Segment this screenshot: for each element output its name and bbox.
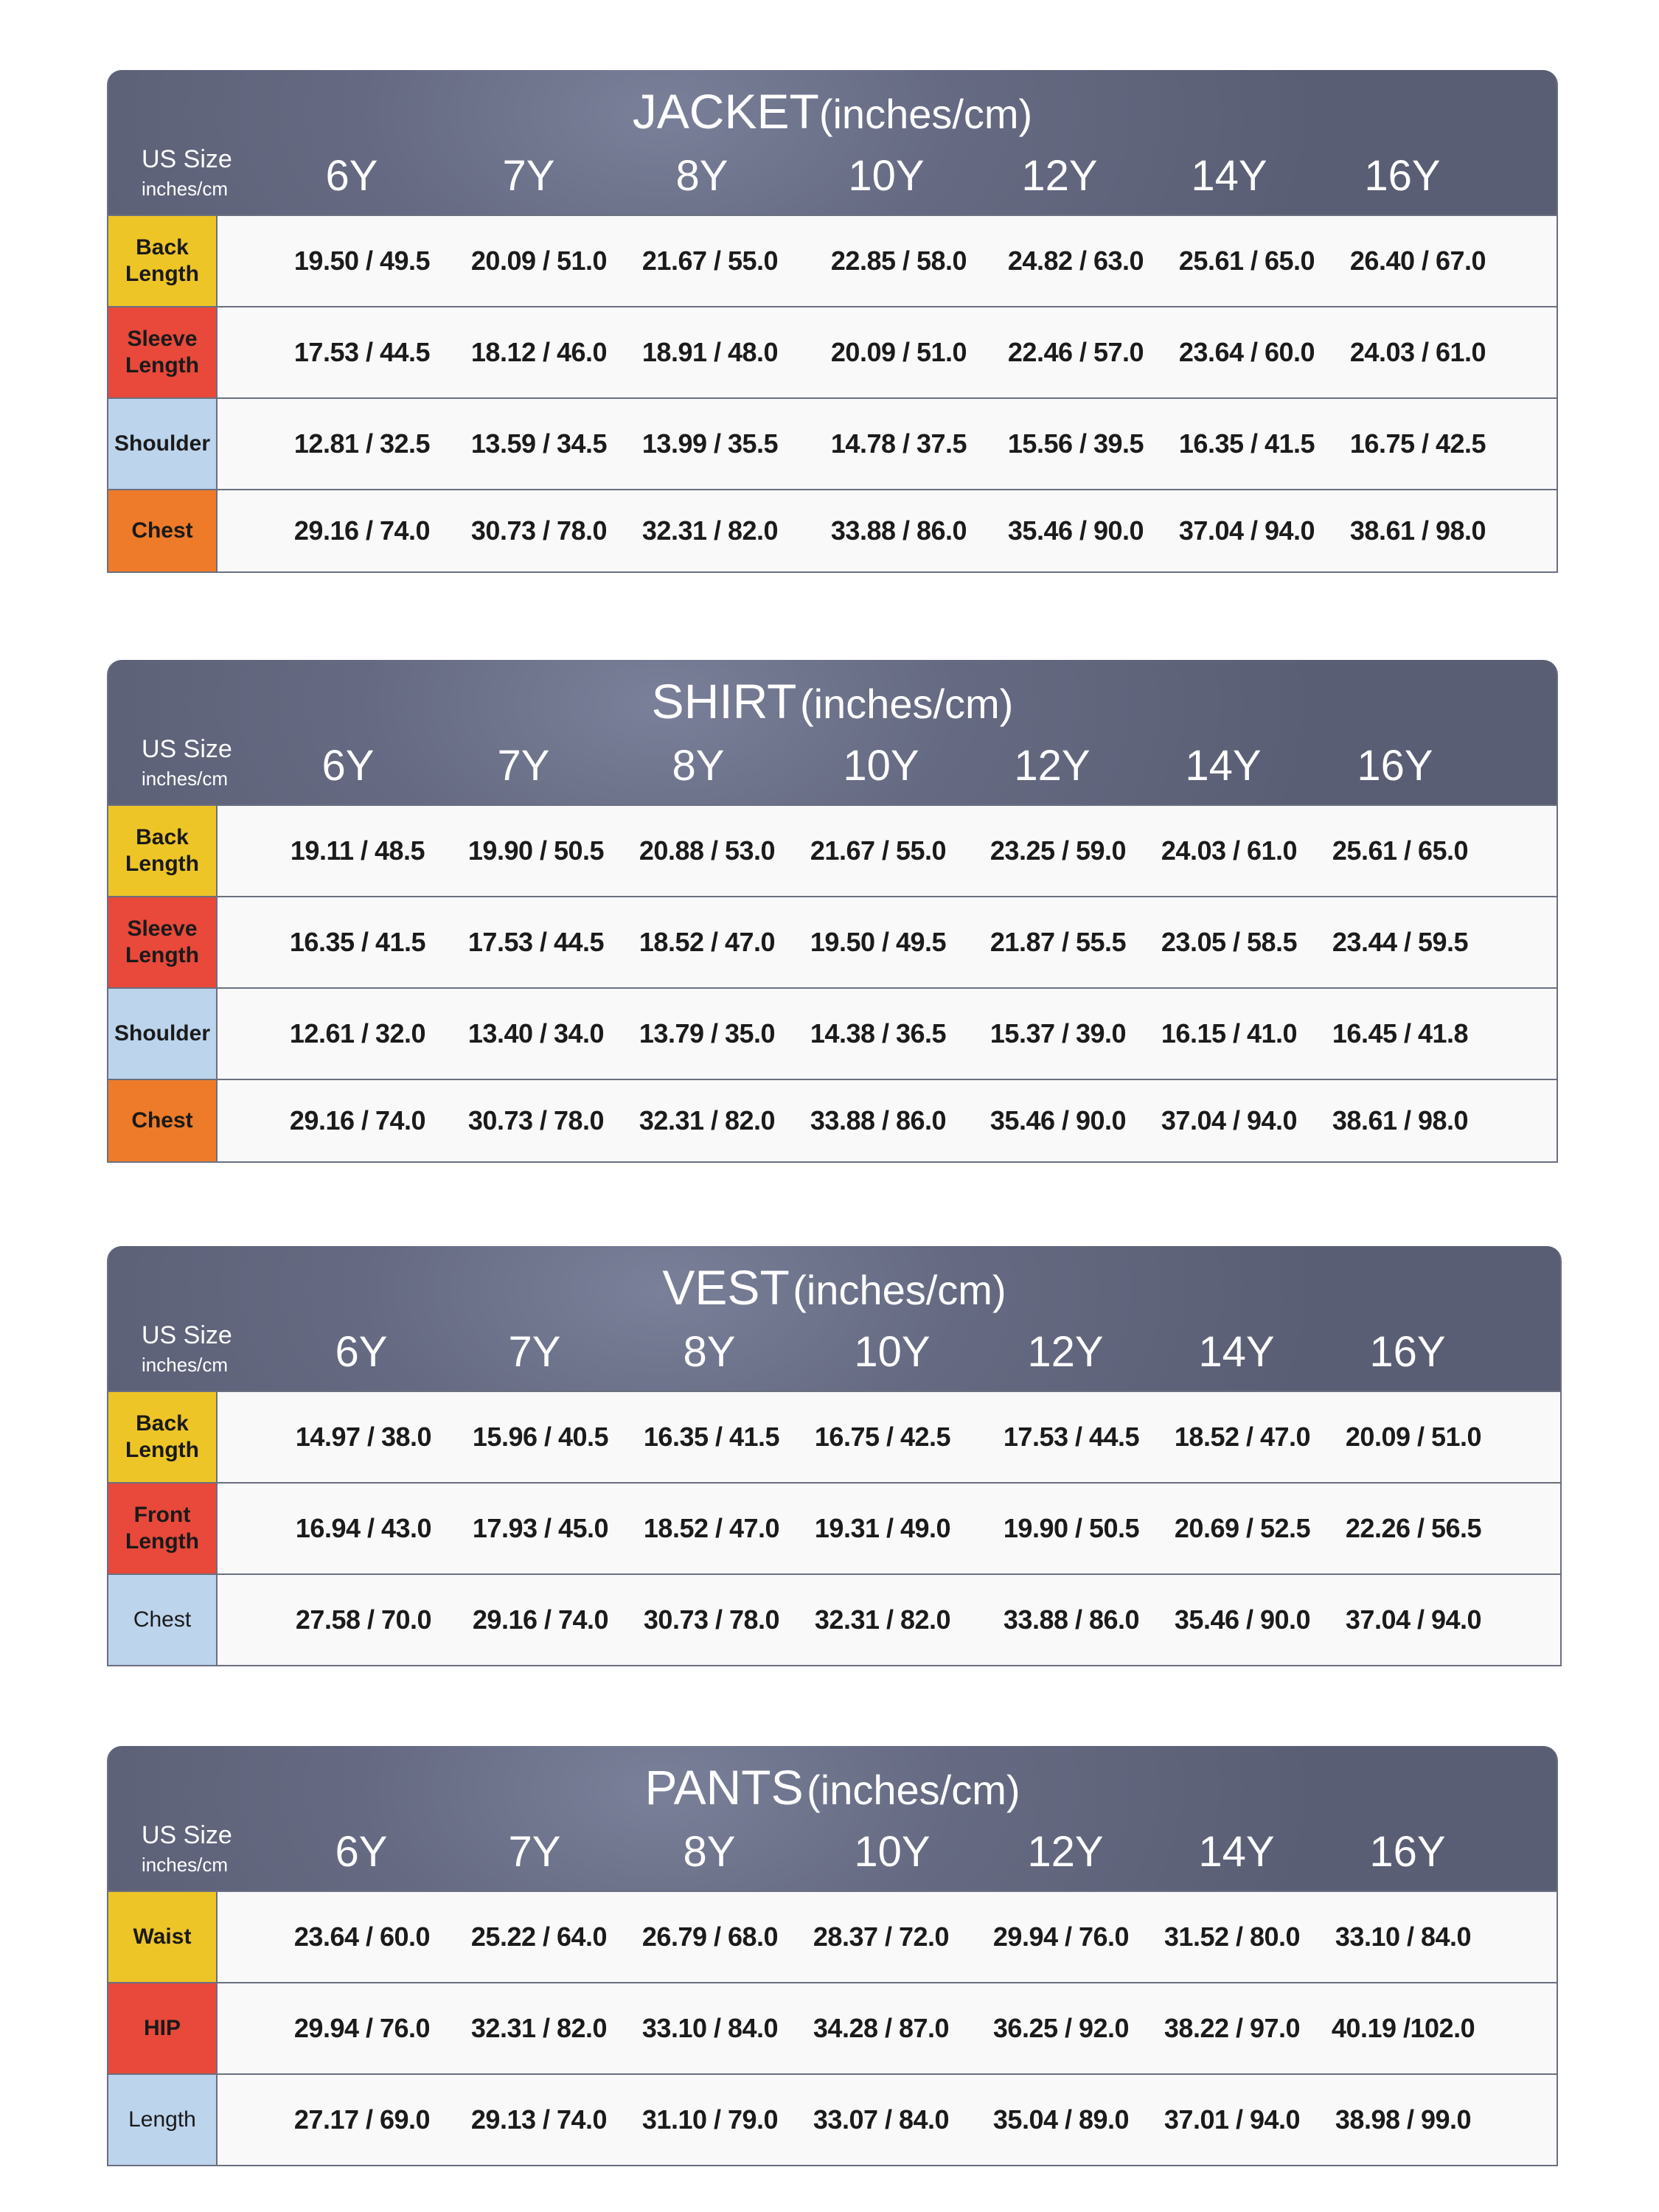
table-cell: 16.15 / 41.0	[1161, 1018, 1298, 1048]
size-header-row	[108, 1327, 1560, 1386]
size-8y: 8Y	[683, 1328, 736, 1376]
size-14y: 14Y	[1198, 1328, 1275, 1376]
table-cell: 12.61 / 32.0	[289, 1018, 426, 1048]
table-cell: 40.19 /102.0	[1331, 2013, 1475, 2043]
table-cell: 33.07 / 84.0	[813, 2104, 950, 2135]
row-label: Chest	[108, 490, 218, 571]
table-cell: 38.98 / 99.0	[1335, 2104, 1472, 2135]
table-row-waist	[108, 1891, 1557, 1982]
table-cell: 33.88 / 86.0	[1003, 1604, 1140, 1635]
row-label: Sleeve Length	[108, 307, 218, 397]
size-header-row	[108, 741, 1557, 800]
table-cell: 16.94 / 43.0	[295, 1513, 432, 1543]
size-6y: 6Y	[321, 742, 375, 790]
table-cell: 25.61 / 65.0	[1178, 246, 1315, 276]
size-6y: 6Y	[335, 1328, 388, 1376]
table-cell: 30.73 / 78.0	[467, 1105, 605, 1135]
table-cell: 17.53 / 44.5	[293, 337, 431, 367]
table-cell: 15.56 / 39.5	[1007, 428, 1144, 459]
table-cell: 29.94 / 76.0	[992, 1921, 1130, 1952]
size-10y: 10Y	[854, 1828, 931, 1876]
table-cell: 23.05 / 58.5	[1161, 927, 1298, 957]
table-cell: 26.40 / 67.0	[1349, 246, 1486, 276]
table-row-back-length	[108, 804, 1557, 896]
chart-header	[108, 70, 1557, 215]
table-cell: 27.17 / 69.0	[293, 2104, 431, 2135]
chart-title: SHIRT (inches/cm)	[651, 674, 1014, 728]
table-cell: 30.73 / 78.0	[470, 515, 608, 546]
table-cell: 37.04 / 94.0	[1161, 1105, 1298, 1135]
size-14y: 14Y	[1191, 152, 1267, 200]
table-cell: 14.38 / 36.5	[810, 1018, 947, 1048]
table-cell: 17.53 / 44.5	[1003, 1422, 1140, 1452]
size-7y: 7Y	[502, 152, 555, 200]
size-6y: 6Y	[335, 1828, 388, 1876]
table-cell: 12.81 / 32.5	[293, 428, 431, 459]
table-cell: 19.90 / 50.5	[467, 835, 605, 866]
us-size-label: US Size inches/cm	[142, 1321, 232, 1376]
table-row-sleeve-length	[108, 896, 1557, 987]
jacket-size-chart	[107, 70, 1558, 573]
row-label: Back Length	[108, 216, 218, 306]
table-cell: 34.28 / 87.0	[813, 2013, 950, 2043]
size-10y: 10Y	[848, 152, 925, 200]
table-cell: 13.99 / 35.5	[641, 428, 779, 459]
size-16y: 16Y	[1369, 1828, 1446, 1876]
table-cell: 18.91 / 48.0	[641, 337, 779, 367]
table-cell: 13.79 / 35.0	[639, 1018, 776, 1048]
table-cell: 35.46 / 90.0	[990, 1105, 1127, 1135]
row-label: Shoulder	[108, 989, 218, 1079]
table-cell: 13.40 / 34.0	[467, 1018, 605, 1048]
shirt-size-chart	[107, 660, 1558, 1163]
table-cell: 15.96 / 40.5	[472, 1422, 609, 1452]
size-12y: 12Y	[1027, 1828, 1104, 1876]
table-cell: 33.10 / 84.0	[641, 2013, 779, 2043]
table-cell: 32.31 / 82.0	[641, 515, 779, 546]
size-6y: 6Y	[325, 152, 378, 200]
table-cell: 23.44 / 59.5	[1332, 927, 1469, 957]
chart-header	[108, 1246, 1560, 1391]
table-cell: 21.87 / 55.5	[990, 927, 1127, 957]
row-label: Sleeve Length	[108, 897, 218, 987]
table-cell: 22.85 / 58.0	[830, 246, 967, 276]
table-cell: 27.58 / 70.0	[295, 1604, 432, 1635]
vest-size-chart	[107, 1246, 1562, 1666]
table-cell: 33.10 / 84.0	[1335, 1921, 1472, 1952]
size-12y: 12Y	[1027, 1328, 1104, 1376]
table-row-back-length	[108, 1391, 1560, 1482]
table-cell: 31.52 / 80.0	[1164, 1921, 1301, 1952]
size-8y: 8Y	[672, 742, 725, 790]
table-row-shoulder	[108, 397, 1557, 489]
table-cell: 32.31 / 82.0	[814, 1604, 951, 1635]
table-cell: 18.52 / 47.0	[643, 1513, 780, 1543]
table-cell: 19.31 / 49.0	[814, 1513, 951, 1543]
table-cell: 24.03 / 61.0	[1349, 337, 1486, 367]
size-16y: 16Y	[1364, 152, 1441, 200]
table-cell: 37.04 / 94.0	[1178, 515, 1315, 546]
table-cell: 24.03 / 61.0	[1161, 835, 1298, 866]
table-cell: 16.75 / 42.5	[814, 1422, 951, 1452]
table-cell: 18.12 / 46.0	[470, 337, 608, 367]
size-10y: 10Y	[854, 1328, 931, 1376]
table-cell: 16.75 / 42.5	[1349, 428, 1486, 459]
table-cell: 33.88 / 86.0	[810, 1105, 947, 1135]
table-cell: 16.35 / 41.5	[289, 927, 426, 957]
table-cell: 22.26 / 56.5	[1345, 1513, 1482, 1543]
table-row-length	[108, 2073, 1557, 2165]
table-cell: 15.37 / 39.0	[990, 1018, 1127, 1048]
table-cell: 36.25 / 92.0	[992, 2013, 1130, 2043]
size-14y: 14Y	[1198, 1828, 1275, 1876]
table-cell: 35.46 / 90.0	[1007, 515, 1144, 546]
table-cell: 29.16 / 74.0	[472, 1604, 609, 1635]
size-header-row	[108, 1827, 1557, 1886]
table-row-chest	[108, 1573, 1560, 1665]
us-size-label: US Size inches/cm	[142, 1821, 232, 1876]
size-14y: 14Y	[1185, 742, 1262, 790]
table-row-sleeve-length	[108, 306, 1557, 397]
row-label: Length	[108, 2075, 218, 2165]
size-7y: 7Y	[508, 1328, 561, 1376]
table-cell: 20.09 / 51.0	[830, 337, 967, 367]
row-label: Back Length	[108, 1392, 218, 1482]
size-16y: 16Y	[1369, 1328, 1446, 1376]
chart-header	[108, 1746, 1557, 1891]
table-cell: 25.22 / 64.0	[470, 1921, 608, 1952]
size-10y: 10Y	[843, 742, 919, 790]
table-row-chest	[108, 1079, 1557, 1161]
table-row-back-length	[108, 215, 1557, 306]
table-cell: 22.46 / 57.0	[1007, 337, 1144, 367]
size-7y: 7Y	[508, 1828, 561, 1876]
table-cell: 16.35 / 41.5	[643, 1422, 780, 1452]
row-label: Waist	[108, 1892, 218, 1982]
table-cell: 29.16 / 74.0	[293, 515, 431, 546]
row-label: Chest	[108, 1575, 218, 1665]
chart-title: JACKET(inches/cm)	[632, 84, 1033, 139]
row-label: Chest	[108, 1080, 218, 1161]
size-8y: 8Y	[683, 1828, 736, 1876]
table-cell: 20.09 / 51.0	[1345, 1422, 1482, 1452]
table-cell: 18.52 / 47.0	[1174, 1422, 1311, 1452]
table-row-front-length	[108, 1482, 1560, 1573]
table-cell: 21.67 / 55.0	[641, 246, 779, 276]
table-cell: 23.64 / 60.0	[1178, 337, 1315, 367]
size-16y: 16Y	[1357, 742, 1433, 790]
table-cell: 17.93 / 45.0	[472, 1513, 609, 1543]
table-cell: 32.31 / 82.0	[470, 2013, 608, 2043]
table-cell: 19.11 / 48.5	[290, 835, 425, 866]
table-cell: 29.94 / 76.0	[293, 2013, 431, 2043]
table-cell: 29.13 / 74.0	[470, 2104, 608, 2135]
table-cell: 37.04 / 94.0	[1345, 1604, 1482, 1635]
table-cell: 35.04 / 89.0	[992, 2104, 1130, 2135]
table-cell: 23.25 / 59.0	[990, 835, 1127, 866]
table-cell: 32.31 / 82.0	[639, 1105, 776, 1135]
table-cell: 21.67 / 55.0	[810, 835, 947, 866]
table-cell: 23.64 / 60.0	[293, 1921, 431, 1952]
row-label: Front Length	[108, 1484, 218, 1573]
size-8y: 8Y	[675, 152, 728, 200]
table-cell: 35.46 / 90.0	[1174, 1604, 1311, 1635]
table-cell: 20.69 / 52.5	[1174, 1513, 1311, 1543]
chart-title: VEST (inches/cm)	[662, 1260, 1006, 1315]
table-row-chest	[108, 489, 1557, 571]
size-12y: 12Y	[1014, 742, 1091, 790]
table-cell: 16.35 / 41.5	[1178, 428, 1315, 459]
table-cell: 17.53 / 44.5	[467, 927, 605, 957]
chart-header	[108, 660, 1557, 804]
table-cell: 25.61 / 65.0	[1332, 835, 1469, 866]
table-cell: 28.37 / 72.0	[813, 1921, 950, 1952]
table-cell: 24.82 / 63.0	[1007, 246, 1144, 276]
table-cell: 20.88 / 53.0	[639, 835, 776, 866]
table-cell: 19.50 / 49.5	[293, 246, 431, 276]
chart-title: PANTS (inches/cm)	[644, 1760, 1020, 1815]
table-cell: 38.61 / 98.0	[1349, 515, 1486, 546]
size-header-row	[108, 151, 1557, 210]
table-cell: 38.61 / 98.0	[1332, 1105, 1469, 1135]
row-label: Shoulder	[108, 399, 218, 489]
size-7y: 7Y	[497, 742, 550, 790]
table-row-hip	[108, 1982, 1557, 2073]
pants-size-chart	[107, 1746, 1558, 2166]
table-cell: 19.90 / 50.5	[1003, 1513, 1140, 1543]
table-cell: 20.09 / 51.0	[470, 246, 608, 276]
table-cell: 16.45 / 41.8	[1332, 1018, 1469, 1048]
table-cell: 37.01 / 94.0	[1164, 2104, 1301, 2135]
us-size-label: US Size inches/cm	[142, 145, 232, 200]
table-cell: 31.10 / 79.0	[641, 2104, 779, 2135]
table-cell: 26.79 / 68.0	[641, 1921, 779, 1952]
table-cell: 38.22 / 97.0	[1164, 2013, 1301, 2043]
row-label: HIP	[108, 1983, 218, 2073]
table-row-shoulder	[108, 987, 1557, 1079]
size-12y: 12Y	[1021, 152, 1098, 200]
table-cell: 29.16 / 74.0	[289, 1105, 426, 1135]
table-cell: 33.88 / 86.0	[830, 515, 967, 546]
table-cell: 14.78 / 37.5	[830, 428, 967, 459]
table-cell: 13.59 / 34.5	[470, 428, 608, 459]
table-cell: 30.73 / 78.0	[643, 1604, 780, 1635]
table-cell: 19.50 / 49.5	[810, 927, 947, 957]
table-cell: 14.97 / 38.0	[295, 1422, 432, 1452]
row-label: Back Length	[108, 806, 218, 896]
table-cell: 18.52 / 47.0	[639, 927, 776, 957]
us-size-label: US Size inches/cm	[142, 735, 232, 790]
